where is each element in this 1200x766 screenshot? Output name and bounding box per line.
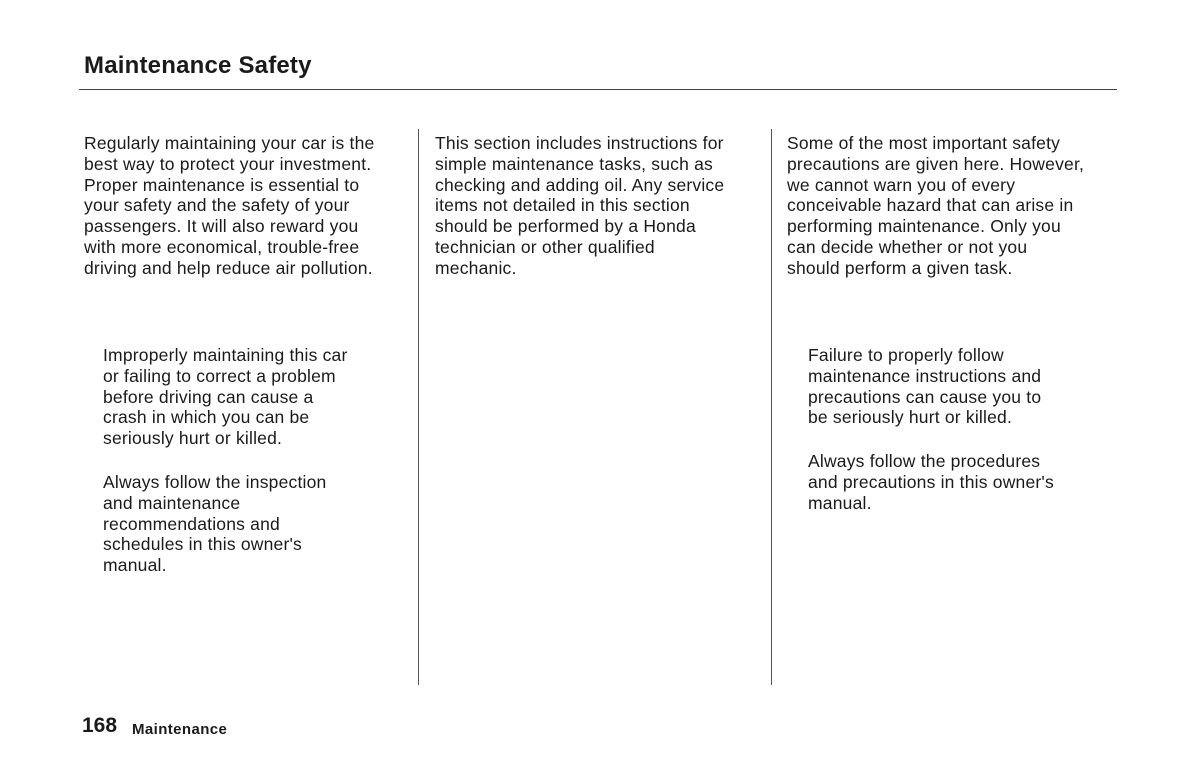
column-3-intro-text: Some of the most important safety precautions are given here. However, we cannot warn you of every conceivable hazard that can arise in performing maintenance. Only you can decide whether or not you should perform a given task. (787, 133, 1085, 278)
footer-section-label: Maintenance (132, 721, 228, 738)
column-2-intro-text: This section includes instructions for simple maintenance tasks, such as checking and adding oil. Any service items not detailed in this section should be performed by a Honda technician or other qualified mechanic. (435, 133, 725, 278)
page-number: 168 (82, 714, 118, 737)
page-title: Maintenance Safety (84, 52, 312, 79)
column-1-warning-hazard-text: Improperly maintaining this car or failing to correct a problem before driving can cause a crash in which you can be seriously hurt or killed. (103, 345, 348, 449)
title-divider (79, 89, 1117, 90)
column-3-warning-instruction-text: Always follow the procedures and precautions in this owner's manual. (808, 451, 1054, 513)
column-divider-left (418, 129, 419, 685)
column-divider-right (771, 129, 772, 685)
column-3-warning-hazard-text: Failure to properly follow maintenance instructions and precautions can cause you to be seriously hurt or killed. (808, 345, 1042, 428)
column-1-warning-instruction-text: Always follow the inspection and maintenance recommendations and schedules in this owner's manual. (103, 472, 327, 576)
column-1-intro-text: Regularly maintaining your car is the best way to protect your investment. Proper maintenance is essential to your safety and the safety of your passengers. It will also reward you with more economical, trouble-free driving and help reduce air pollution. (84, 133, 375, 278)
